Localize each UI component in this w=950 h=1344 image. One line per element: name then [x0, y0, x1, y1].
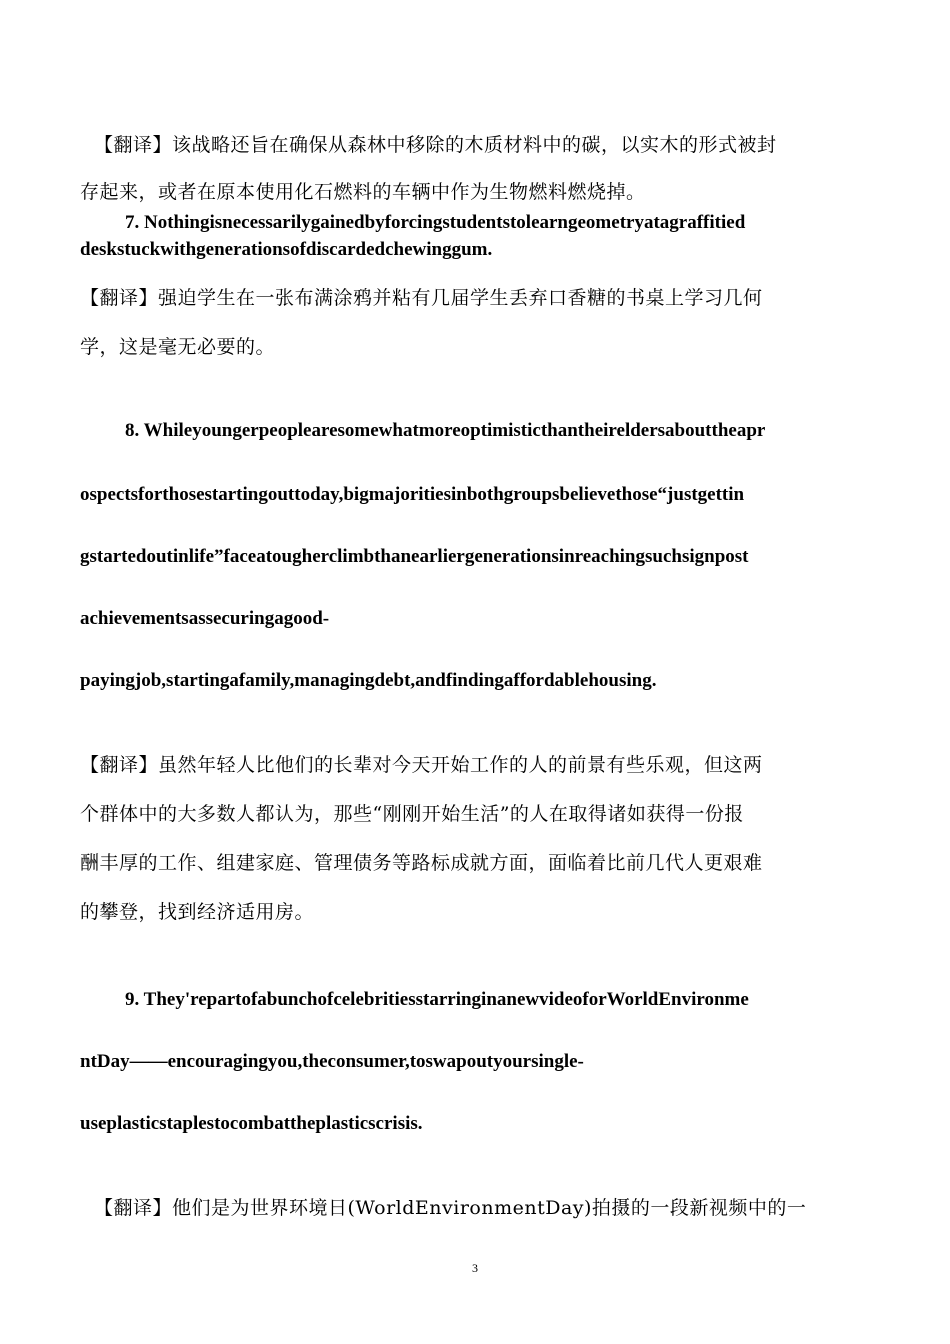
sentence-line: ospectsforthosestartingouttoday,bigmajoritiesinbothgroupsbelievethose“justgettin: [80, 484, 745, 505]
translation-line: 【翻译】他们是为世界环境日(WorldEnvironmentDay)拍摄的一段新视频中的一: [94, 1197, 807, 1219]
sentence-line: deskstuckwithgenerationsofdiscardedchewinggum.: [80, 239, 493, 260]
translation-line: 【翻译】虽然年轻人比他们的长辈对今天开始工作的人的前景有些乐观，但这两: [80, 754, 763, 776]
translation-line: 个群体中的大多数人都认为，那些“刚刚开始生活”的人在取得诸如获得一份报: [80, 803, 744, 825]
translation-line: 酬丰厚的工作、组建家庭、管理债务等路标成就方面，面临着比前几代人更艰难: [80, 852, 763, 874]
translation-line: 的攀登，找到经济适用房。: [80, 901, 315, 923]
sentence-line: useplasticstaplestocombattheplasticscrisis.: [80, 1113, 423, 1134]
sentence-line: gstartedoutinlife”faceatougherclimbthanearliergenerationsinreachingsuchsignpost: [80, 546, 749, 567]
sentence-line: 7. Nothingisnecessarilygainedbyforcingstudentstolearngeometryatagraffitied: [125, 212, 746, 233]
sentence-line: achievementsassecuringagood-: [80, 608, 330, 629]
translation-line: 【翻译】强迫学生在一张布满涂鸦并粘有几届学生丢弃口香糖的书桌上学习几何: [80, 287, 763, 309]
page-number: 3: [472, 1261, 478, 1275]
translation-line: 学，这是毫无必要的。: [80, 336, 276, 358]
sentence-line: 9. They'repartofabunchofcelebritiesstarringinanewvideoforWorldEnvironme: [125, 989, 749, 1010]
sentence-line: payingjob,startingafamily,managingdebt,andfindingaffordablehousing.: [80, 670, 657, 691]
translation-line: 【翻译】该战略还旨在确保从森林中移除的木质材料中的碳，以实木的形式被封: [94, 134, 777, 156]
sentence-line: ntDay——encouragingyou,theconsumer,toswapoutyoursingle-: [80, 1051, 584, 1072]
translation-line: 存起来，或者在原本使用化石燃料的车辆中作为生物燃料燃烧掉。: [80, 181, 646, 203]
sentence-line: 8. Whileyoungerpeoplearesomewhatmoreoptimisticthantheireldersabouttheapr: [125, 420, 766, 441]
